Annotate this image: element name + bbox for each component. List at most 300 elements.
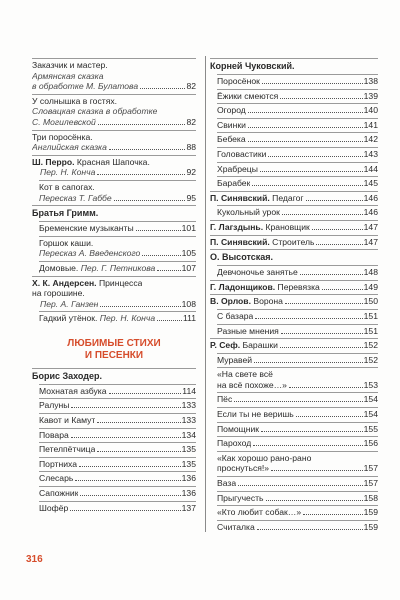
entry-author: П. Синявский. (210, 236, 270, 247)
dot-leader (97, 422, 180, 423)
entry-text: Разные мнения (217, 325, 279, 336)
toc-entry (217, 324, 378, 337)
toc-entry (217, 392, 378, 405)
entry-text: Портниха (39, 458, 78, 469)
entry-line (217, 369, 378, 380)
entry-title (40, 167, 95, 178)
entry-title (39, 415, 95, 426)
entry-page-number: 88 (186, 142, 196, 153)
toc-entry (217, 74, 378, 87)
toc-entry (217, 422, 378, 435)
entry-text: Огород (217, 105, 246, 116)
dot-leader (262, 83, 363, 84)
dot-leader (79, 466, 181, 467)
entry-page-number: 149 (363, 281, 378, 292)
entry-line (39, 459, 196, 470)
entry-text: проснуться!» (217, 463, 270, 474)
entry-title (217, 134, 246, 145)
dot-leader (238, 485, 363, 486)
entry-page-number: 145 (363, 178, 378, 189)
toc-entry (217, 118, 378, 131)
entry-line (32, 60, 196, 71)
entry-line (32, 142, 196, 153)
dot-leader (280, 347, 363, 348)
toc-entry (210, 220, 378, 233)
entry-line (217, 149, 378, 160)
entry-title (217, 394, 232, 405)
entry-line (217, 438, 378, 449)
entry-text: «Как хорошо рано-рано (217, 452, 312, 463)
entry-page-number: 159 (363, 507, 378, 518)
entry-line (39, 223, 196, 234)
toc-entry (217, 89, 378, 102)
dot-leader (140, 88, 185, 89)
entry-title (39, 386, 107, 397)
toc-entry (217, 436, 378, 449)
dot-leader (157, 270, 180, 271)
entry-title (32, 142, 107, 153)
entry-line (32, 96, 196, 107)
entry-line (39, 313, 196, 324)
toc-entry (39, 413, 196, 426)
entry-title (217, 326, 279, 337)
entry-text: Барабек (217, 178, 251, 189)
entry-author: Ш. Перро. (32, 156, 75, 167)
dot-leader (100, 306, 180, 307)
toc-entry (32, 130, 196, 153)
entry-line (217, 478, 378, 489)
dot-leader (109, 393, 182, 394)
entry-page-number: 157 (363, 478, 378, 489)
entry-line (40, 167, 196, 178)
entry-title (39, 248, 140, 259)
section-title-line: И ПЕСЕНКИ (84, 349, 144, 361)
entry-title (217, 76, 260, 87)
entry-text: Барашки (242, 340, 278, 351)
entry-text: Перевязка (277, 281, 320, 292)
entry-text: на всё похоже…» (217, 379, 287, 390)
entry-line (39, 488, 196, 499)
entry-line (39, 238, 196, 249)
toc-entry (217, 205, 378, 218)
dot-leader (266, 500, 363, 501)
entry-page-number: 154 (363, 409, 378, 420)
entry-line (39, 386, 196, 397)
entry-text: Пер. Н. Конча (40, 167, 96, 178)
toc-entry (217, 451, 378, 474)
toc-entry (210, 235, 378, 248)
entry-line (39, 503, 196, 514)
entry-page-number: 139 (363, 90, 378, 101)
dot-leader (296, 416, 363, 417)
author-heading: Корней Чуковский. (210, 58, 378, 72)
entry-line (32, 71, 196, 82)
entry-title (217, 178, 250, 189)
dot-leader (282, 214, 363, 215)
entry-title (217, 149, 266, 160)
entry-title (217, 267, 298, 278)
entry-text: Бременские музыканты (39, 223, 134, 234)
entry-line (217, 380, 378, 391)
entry-text: Если ты не веришь (217, 409, 294, 420)
dot-leader (70, 510, 180, 511)
entry-title (39, 459, 77, 470)
entry-text: Ралуны (39, 400, 70, 411)
entry-line (39, 444, 196, 455)
entry-line (39, 473, 196, 484)
entry-line (210, 296, 378, 307)
toc-entry (39, 384, 196, 397)
dot-leader (253, 445, 362, 446)
dot-leader (98, 124, 186, 125)
section-title (32, 338, 196, 362)
toc-entry (39, 428, 196, 441)
entry-page-number: 146 (363, 207, 378, 218)
entry-line (32, 81, 196, 92)
entry-line (39, 263, 196, 274)
entry-text: «На свете всё (217, 369, 273, 380)
entry-page-number: 136 (181, 488, 196, 499)
dot-leader (157, 320, 182, 321)
entry-title (210, 222, 310, 233)
entry-text: Армянская сказка (32, 70, 104, 81)
entry-page-number: 82 (186, 116, 196, 127)
author-heading: Борис Заходер. (32, 368, 196, 382)
toc-entry (39, 398, 196, 411)
entry-text: Шофёр (39, 502, 69, 513)
entry-text: Гадкий утёнок. (39, 313, 98, 324)
dot-leader (255, 318, 362, 319)
entry-page-number: 156 (363, 438, 378, 449)
entry-line (217, 311, 378, 322)
entry-title (210, 296, 283, 307)
entry-page-number: 138 (363, 76, 378, 86)
entry-line (217, 207, 378, 218)
entry-page-number: 114 (182, 385, 196, 396)
entry-page-number: 135 (181, 444, 196, 455)
entry-title (32, 96, 117, 107)
entry-title (217, 164, 258, 175)
entry-text: Сапожник (39, 488, 79, 499)
entry-line (39, 248, 196, 259)
entry-page-number: 155 (363, 423, 378, 434)
entry-page-number: 152 (363, 340, 378, 351)
page-number: 316 (26, 554, 43, 565)
left-column (32, 56, 196, 513)
toc-entry (39, 501, 196, 514)
entry-title (217, 91, 278, 102)
entry-title (217, 105, 246, 116)
entry-author: Г. Лагздынь. (210, 221, 264, 232)
dot-leader (248, 127, 363, 128)
entry-title (217, 453, 311, 464)
entry-page-number: 137 (181, 502, 196, 513)
toc-entry (39, 180, 196, 203)
entry-page-number: 154 (363, 394, 378, 405)
entry-page-number: 92 (186, 167, 196, 178)
dot-leader (281, 333, 363, 334)
entry-line (217, 463, 378, 474)
entry-text: Слесарь (39, 473, 74, 484)
entry-line (39, 415, 196, 426)
entry-line (210, 282, 378, 293)
dot-leader (257, 529, 363, 530)
entry-title (39, 223, 134, 234)
toc-entry (39, 261, 196, 274)
entry-line (32, 288, 196, 299)
dot-leader (254, 362, 363, 363)
entry-page-number: 148 (363, 267, 378, 278)
dot-leader (289, 387, 363, 388)
dot-leader (268, 156, 362, 157)
entry-page-number: 147 (363, 236, 378, 247)
entry-title (32, 71, 104, 82)
entry-title (39, 488, 78, 499)
entry-translator: Пер. Г. Петникова (80, 262, 156, 273)
entry-title (32, 81, 138, 92)
entry-line (32, 117, 196, 128)
dot-leader (75, 480, 180, 481)
entry-text: Крановщик (265, 221, 310, 232)
dot-leader (109, 149, 186, 150)
entry-text: Кот в сапогах. (39, 181, 95, 192)
toc-entry (32, 155, 196, 178)
entry-text: «Кто любит собак…» (217, 507, 302, 518)
entry-line (39, 193, 196, 204)
entry-line (39, 430, 196, 441)
entry-page-number: 111 (182, 313, 196, 324)
dot-leader (114, 200, 186, 201)
entry-text: Английская сказка (32, 142, 107, 153)
entry-line (32, 132, 196, 143)
entry-title (217, 478, 236, 489)
entry-line (217, 409, 378, 420)
entry-page-number: 140 (363, 105, 378, 116)
toc-entry (39, 236, 196, 259)
toc-entry (39, 442, 196, 455)
entry-line (210, 193, 378, 204)
entry-title (39, 473, 73, 484)
entry-text: на горошине. (32, 288, 85, 299)
dot-leader (248, 141, 363, 142)
entry-page-number: 101 (181, 223, 196, 234)
dot-leader (316, 244, 362, 245)
toc-entry (217, 309, 378, 322)
entry-line (40, 299, 196, 310)
entry-page-number: 133 (181, 400, 196, 411)
entry-text: Ворона (253, 296, 283, 307)
entry-translator: Пер. Н. Конча (99, 313, 156, 324)
entry-page-number: 146 (363, 192, 378, 203)
entry-text: Кукольный урок (217, 207, 280, 218)
toc-entry (217, 147, 378, 160)
entry-author: П. Синявский. (210, 192, 270, 203)
entry-title (217, 507, 301, 518)
entry-line (32, 106, 196, 117)
entry-title (39, 238, 93, 249)
dot-leader (234, 401, 362, 402)
entry-text: Красная Шапочка. (76, 156, 150, 167)
entry-page-number: 141 (363, 119, 378, 130)
entry-text: Муравей (217, 354, 253, 365)
entry-text: Три поросёнка. (32, 131, 93, 142)
entry-text: Мохнатая азбука (39, 385, 107, 396)
toc-entry (39, 471, 196, 484)
toc-entry (217, 505, 378, 518)
entry-page-number: 153 (363, 379, 378, 390)
entry-text: Ваза (217, 478, 237, 489)
toc-entry (39, 311, 196, 324)
entry-text: Ёжики смеются (217, 90, 279, 101)
toc-entry (217, 176, 378, 189)
entry-line (32, 278, 196, 289)
entry-page-number: 151 (363, 325, 378, 336)
entry-text: Пер. А. Ганзен (40, 298, 99, 309)
entry-title (217, 380, 287, 391)
entry-text: Строитель (272, 236, 315, 247)
entry-author: Р. Сеф. (210, 340, 241, 351)
entry-title (39, 193, 112, 204)
toc-entry (32, 58, 196, 92)
entry-text: Словацкая сказка в обработке (32, 106, 158, 117)
toc-entry (210, 294, 378, 307)
toc-entry (217, 103, 378, 116)
dot-leader (142, 255, 180, 256)
entry-line (217, 120, 378, 131)
toc-entry (210, 191, 378, 204)
entry-text: Пароход (217, 438, 252, 449)
entry-page-number: 107 (181, 262, 196, 273)
entry-page-number: 147 (363, 221, 378, 232)
entry-page-number: 105 (181, 248, 196, 259)
toc-entry (32, 94, 196, 128)
entry-line (210, 237, 378, 248)
entry-page-number: 82 (186, 81, 196, 92)
entry-text: Помощник (217, 423, 260, 434)
entry-title (217, 355, 252, 366)
entry-page-number: 144 (363, 163, 378, 174)
entry-line (39, 400, 196, 411)
toc-entry (32, 276, 196, 310)
entry-title (39, 430, 69, 441)
entry-line (217, 493, 378, 504)
entry-text: Поросёнок (217, 76, 260, 86)
dot-leader (303, 514, 363, 515)
entry-text: Бебека (217, 134, 246, 145)
entry-text: У солнышка в гостях. (32, 95, 118, 106)
entry-title (217, 311, 253, 322)
entry-title (40, 299, 98, 310)
entry-text: Принцесса (98, 277, 143, 288)
entry-title (217, 438, 251, 449)
entry-page-number: 159 (363, 521, 378, 532)
entry-text: Пересказ А. Введенского (39, 248, 141, 259)
entry-text: Девчоночье занятье (217, 267, 298, 278)
toc-entry (217, 407, 378, 420)
toc-entry (39, 486, 196, 499)
entry-page-number: 134 (181, 429, 196, 440)
entry-text: в обработке М. Булатова (32, 81, 139, 92)
entry-text: Заказчик и мастер. (32, 60, 108, 70)
dot-leader (306, 200, 363, 201)
dot-leader (261, 431, 363, 432)
toc-entry (210, 338, 378, 351)
entry-text: Педагог (272, 192, 304, 203)
entry-line (217, 453, 378, 464)
entry-text: Домовые. (39, 262, 79, 273)
dot-leader (271, 470, 363, 471)
entry-line (217, 507, 378, 518)
toc-entry (217, 367, 378, 390)
entry-line (217, 267, 378, 278)
entry-title (217, 424, 259, 435)
toc-entry (217, 265, 378, 278)
toc-entry (217, 491, 378, 504)
entry-title (32, 288, 85, 299)
dot-leader (285, 303, 363, 304)
entry-text: Головастики (217, 148, 267, 159)
entry-line (217, 522, 378, 533)
entry-title (210, 193, 304, 204)
entry-page-number: 108 (181, 298, 196, 309)
entry-title (39, 503, 68, 514)
entry-text: Петелпётчица (39, 444, 96, 455)
section-title-line: ЛЮБИМЫЕ СТИХИ (67, 337, 161, 349)
entry-title (32, 106, 157, 117)
entry-page-number: 136 (181, 473, 196, 484)
entry-title (32, 278, 142, 289)
entry-text: Пересказ Т. Габбе (39, 192, 112, 203)
toc-entry (217, 353, 378, 366)
dot-leader (312, 229, 363, 230)
entry-title (210, 340, 278, 351)
entry-author: Г. Ладонщиков. (210, 281, 276, 292)
dot-leader (252, 185, 362, 186)
entry-line (217, 178, 378, 189)
entry-line (32, 157, 196, 168)
entry-title (210, 237, 314, 248)
entry-line (39, 182, 196, 193)
entry-title (32, 157, 150, 168)
dot-leader (136, 230, 181, 231)
entry-text: Храбрецы (217, 163, 258, 174)
entry-author: Х. К. Андерсен. (32, 277, 97, 288)
entry-page-number: 95 (186, 192, 196, 203)
author-heading: О. Высотская. (210, 249, 378, 263)
entry-line (217, 424, 378, 435)
entry-page-number: 150 (363, 296, 378, 307)
dot-leader (80, 495, 180, 496)
dot-leader (280, 98, 362, 99)
entry-author: В. Орлов. (210, 296, 251, 307)
toc-entry (210, 280, 378, 293)
entry-title (32, 60, 108, 71)
entry-line (210, 340, 378, 351)
entry-text: Кавот и Камут (39, 415, 96, 426)
entry-title (217, 522, 255, 533)
entry-title (39, 444, 95, 455)
entry-line (217, 105, 378, 116)
dot-leader (300, 274, 363, 275)
toc-entry (217, 132, 378, 145)
entry-text: С базара (217, 310, 254, 321)
entry-line (210, 222, 378, 233)
entry-title (39, 313, 155, 324)
entry-line (217, 326, 378, 337)
entry-page-number: 157 (363, 463, 378, 474)
toc-entry (217, 476, 378, 489)
dot-leader (97, 451, 180, 452)
